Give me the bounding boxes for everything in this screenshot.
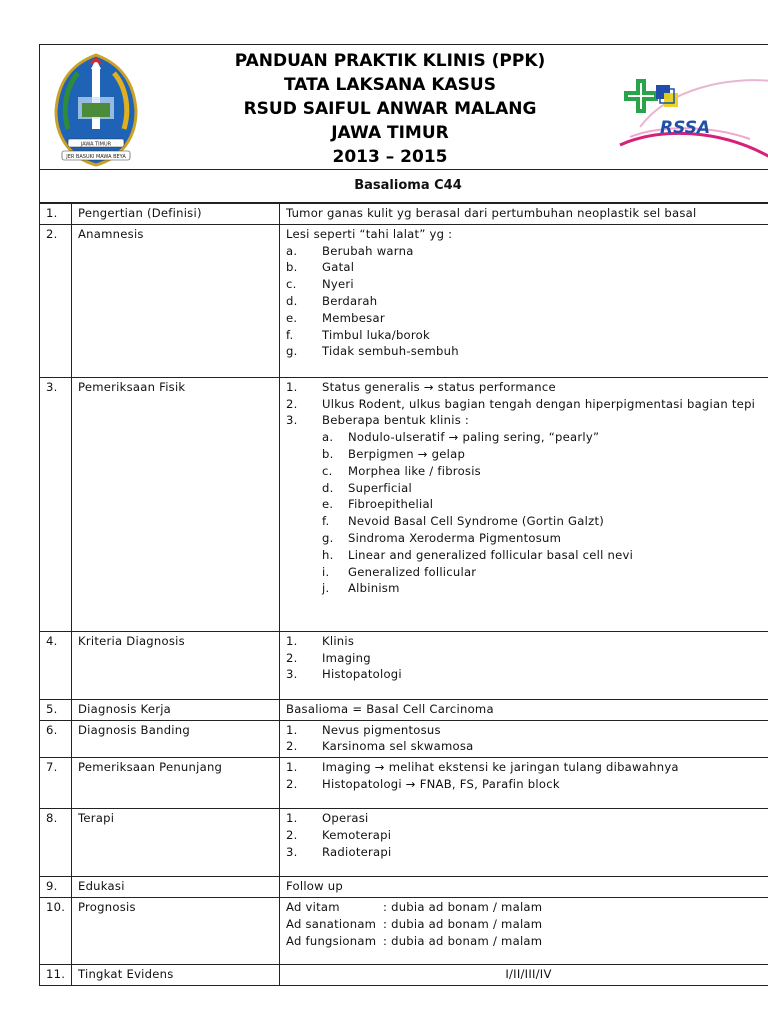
row-label: Anamnesis — [72, 224, 280, 377]
list-text: Karsinoma sel skwamosa — [322, 739, 474, 754]
list-item — [286, 810, 768, 827]
list-text: Morphea like / fibrosis — [348, 463, 481, 478]
topic-title: Basalioma C44 — [39, 170, 768, 203]
list-text: Berdarah — [322, 293, 378, 308]
list-item — [286, 722, 768, 739]
content-text: Follow up — [286, 879, 344, 894]
list-item — [286, 650, 768, 667]
prognosis-label: Ad vitam — [286, 899, 340, 914]
list-text: Histopatologi — [322, 667, 402, 682]
content-intro: Lesi seperti “tahi lalat” yg : — [286, 226, 453, 241]
row-number: 8. — [40, 809, 72, 877]
list-text: Timbul luka/borok — [322, 327, 430, 342]
row-content — [280, 204, 768, 225]
list-marker: 2. — [286, 776, 298, 791]
table-row — [40, 631, 768, 699]
row-content — [280, 631, 768, 699]
list-text: Histopatologi → FNAB, FS, Parafin block — [322, 776, 560, 791]
list-text: Klinis — [322, 633, 355, 648]
list-text: Nevus pigmentosus — [322, 722, 441, 737]
prognosis-label: Ad fungsionam — [286, 933, 377, 948]
list-marker: f. — [322, 514, 330, 529]
list-marker: a. — [322, 430, 334, 445]
list-marker: i. — [322, 564, 330, 579]
table-row — [40, 877, 768, 898]
list-marker: c. — [286, 277, 297, 292]
list-marker: b. — [322, 446, 334, 461]
list-text: Berpigmen → gelap — [348, 446, 466, 461]
row-label: Terapi — [72, 809, 280, 877]
row-content — [280, 897, 768, 964]
row-number: 7. — [40, 758, 72, 809]
list-item — [286, 379, 768, 396]
jawa-timur-crest-logo — [48, 49, 144, 167]
sub-list-item — [286, 463, 768, 480]
list-text: Berubah warna — [322, 243, 414, 258]
list-item — [286, 666, 768, 683]
list-marker: b. — [286, 260, 298, 275]
list-marker: d. — [286, 293, 298, 308]
list-marker: 2. — [286, 396, 298, 411]
list-text: Ulkus Rodent, ulkus bagian tengah dengan hiperpigmentasi bagian tepi — [322, 396, 756, 411]
list-text: Membesar — [322, 310, 385, 325]
row-content — [280, 758, 768, 809]
list-text: Imaging → melihat ekstensi ke jaringan tulang dibawahnya — [322, 760, 679, 775]
list-text: Linear and generalized follicular basal cell nevi — [348, 547, 634, 562]
list-marker: 1. — [286, 722, 298, 737]
list-item — [286, 738, 768, 755]
row-content — [280, 377, 768, 631]
list-text: Gatal — [322, 260, 355, 275]
row-label: Diagnosis Kerja — [72, 699, 280, 720]
row-label: Edukasi — [72, 877, 280, 898]
row-number: 9. — [40, 877, 72, 898]
list-item — [286, 310, 768, 327]
list-marker: e. — [286, 310, 298, 325]
row-label: Kriteria Diagnosis — [72, 631, 280, 699]
list-item — [286, 844, 768, 861]
prognosis-line — [286, 916, 768, 933]
table-row — [40, 224, 768, 377]
list-marker: 1. — [286, 379, 298, 394]
crest-ribbon-text: JAWA TIMUR — [80, 141, 112, 148]
medical-cross-icon — [624, 79, 658, 113]
list-marker: j. — [322, 581, 330, 596]
row-label: Prognosis — [72, 897, 280, 964]
row-label: Pengertian (Definisi) — [72, 204, 280, 225]
row-number: 10. — [40, 897, 72, 964]
prognosis-value: : dubia ad bonam / malam — [383, 916, 543, 931]
content-text: Basalioma = Basal Cell Carcinoma — [286, 701, 494, 716]
table-row — [40, 758, 768, 809]
list-marker: 2. — [286, 650, 298, 665]
list-marker: c. — [322, 463, 333, 478]
table-row — [40, 699, 768, 720]
sub-list-item — [286, 496, 768, 513]
list-text: Operasi — [322, 811, 369, 826]
list-item — [286, 633, 768, 650]
list-text: Tidak sembuh-sembuh — [322, 344, 459, 359]
row-content — [280, 699, 768, 720]
list-text: Nodulo-ulseratif → paling sering, “pearly” — [348, 430, 600, 445]
list-marker: g. — [322, 530, 334, 545]
list-text: Fibroepithelial — [348, 497, 434, 512]
sub-list-item — [286, 429, 768, 446]
content-text: Tumor ganas kulit yg berasal dari pertumbuhan neoplastik sel basal — [286, 206, 697, 220]
sub-list-item — [286, 564, 768, 581]
table-row — [40, 897, 768, 964]
list-text: Radioterapi — [322, 844, 392, 859]
list-marker: 2. — [286, 827, 298, 842]
prognosis-label: Ad sanationam — [286, 916, 377, 931]
row-number: 4. — [40, 631, 72, 699]
list-text: Superficial — [348, 480, 412, 495]
row-number: 2. — [40, 224, 72, 377]
prognosis-value: : dubia ad bonam / malam — [383, 899, 543, 914]
row-content — [280, 809, 768, 877]
row-content — [280, 964, 768, 985]
ppk-sheet — [39, 44, 768, 986]
list-marker: h. — [322, 547, 334, 562]
row-number: 1. — [40, 204, 72, 225]
row-number: 5. — [40, 699, 72, 720]
list-marker: 1. — [286, 760, 298, 775]
table-row — [40, 204, 768, 225]
list-item — [286, 243, 768, 260]
row-number: 3. — [40, 377, 72, 631]
list-text: Status generalis → status performance — [322, 379, 556, 394]
row-content — [280, 224, 768, 377]
title-line: TATA LAKSANA KASUS — [284, 75, 496, 95]
list-item — [286, 343, 768, 360]
sub-list-item — [286, 547, 768, 564]
prognosis-value: : dubia ad bonam / malam — [383, 933, 543, 948]
sub-list-item — [286, 480, 768, 497]
sub-list-item — [286, 530, 768, 547]
document-header — [39, 44, 768, 170]
row-number: 11. — [40, 964, 72, 985]
row-label: Pemeriksaan Fisik — [72, 377, 280, 631]
table-row — [40, 809, 768, 877]
list-item — [286, 776, 768, 793]
list-marker: 2. — [286, 739, 298, 754]
list-text: Beberapa bentuk klinis : — [322, 413, 470, 428]
content-text: I/II/III/IV — [505, 966, 552, 981]
list-text: Albinism — [348, 581, 400, 596]
list-marker: 3. — [286, 667, 298, 682]
row-label: Pemeriksaan Penunjang — [72, 758, 280, 809]
title-line: PANDUAN PRAKTIK KLINIS (PPK) — [234, 51, 546, 71]
list-item — [286, 293, 768, 310]
prognosis-line — [286, 899, 768, 916]
list-text: Kemoterapi — [322, 827, 392, 842]
list-marker: 1. — [286, 633, 298, 648]
list-text: Nyeri — [322, 277, 354, 292]
list-marker: a. — [286, 243, 298, 258]
title-line: 2013 – 2015 — [332, 147, 448, 167]
list-text: Generalized follicular — [348, 564, 477, 579]
document-title — [170, 49, 610, 169]
row-content — [280, 877, 768, 898]
list-marker: d. — [322, 480, 334, 495]
list-text: Imaging — [322, 650, 371, 665]
rssa-logo-text: RSSA — [660, 118, 711, 138]
list-item — [286, 827, 768, 844]
prognosis-line — [286, 933, 768, 950]
table-row — [40, 964, 768, 985]
row-label: Tingkat Evidens — [72, 964, 280, 985]
list-marker: e. — [322, 497, 334, 512]
list-item — [286, 276, 768, 293]
list-marker: 3. — [286, 413, 298, 428]
list-item — [286, 396, 768, 413]
title-line: JAWA TIMUR — [331, 123, 449, 143]
crest-motto-text: JER BASUKI MAWA BEYA — [66, 153, 126, 160]
list-item — [286, 327, 768, 344]
list-item — [286, 412, 768, 429]
list-item — [286, 759, 768, 776]
list-marker: 3. — [286, 844, 298, 859]
table-row — [40, 720, 768, 758]
guideline-table — [39, 203, 768, 986]
list-marker: f. — [286, 327, 294, 342]
list-text: Nevoid Basal Cell Syndrome (Gortin Galzt) — [348, 514, 605, 529]
row-label: Diagnosis Banding — [72, 720, 280, 758]
list-text: Sindroma Xeroderma Pigmentosum — [348, 530, 562, 545]
list-item — [286, 259, 768, 276]
list-marker: 1. — [286, 811, 298, 826]
row-number: 6. — [40, 720, 72, 758]
table-row — [40, 377, 768, 631]
list-marker: g. — [286, 344, 298, 359]
sub-list-item — [286, 580, 768, 597]
sub-list-item — [286, 446, 768, 463]
row-content — [280, 720, 768, 758]
title-line: RSUD SAIFUL ANWAR MALANG — [243, 99, 537, 119]
sub-list-item — [286, 513, 768, 530]
rssa-hospital-logo — [600, 67, 768, 159]
